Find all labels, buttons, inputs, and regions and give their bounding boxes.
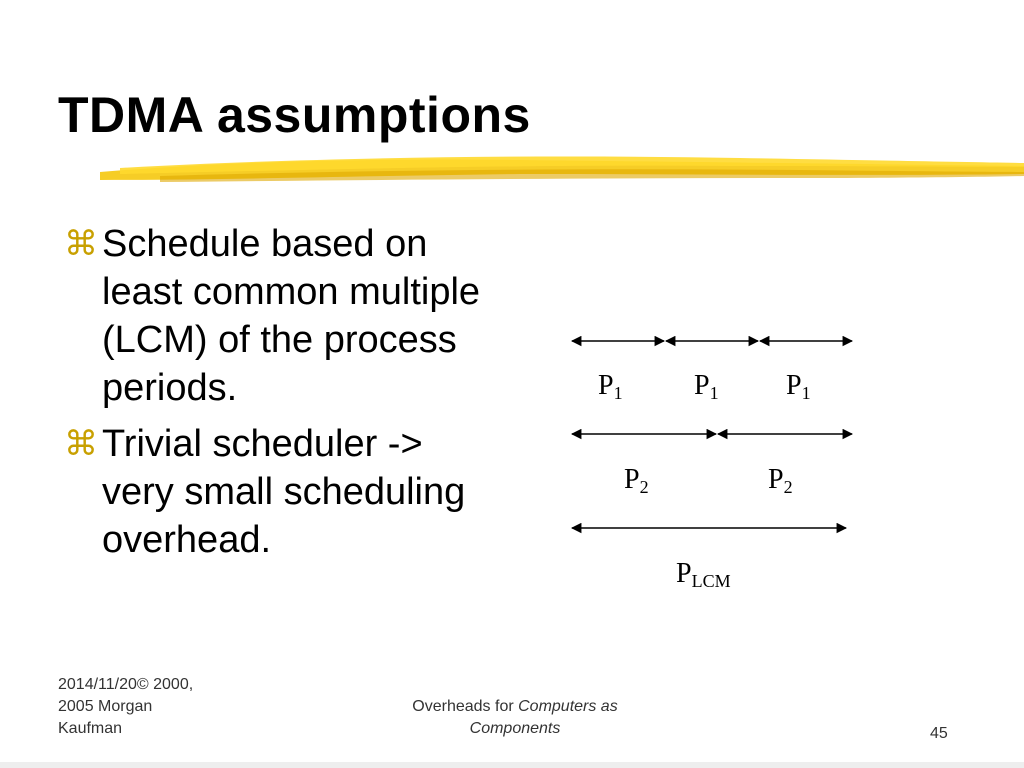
- bullet-item: [64, 220, 504, 412]
- slide-title: TDMA assumptions: [58, 87, 531, 143]
- command-key-bullet-icon: ⌘: [64, 425, 98, 463]
- p2-label: $P_2$: [768, 464, 793, 497]
- plcm-label: $P_{LCM}$: [676, 558, 731, 591]
- bullet-list: [64, 220, 504, 572]
- p2-label: $P_2$: [624, 464, 649, 497]
- bottom-divider: [0, 762, 1024, 768]
- bullet-text: Trivial scheduler -> very small scheduling overhead.: [102, 423, 466, 561]
- tdma-period-diagram: [560, 325, 870, 615]
- title-highlight-stroke: [100, 150, 1024, 188]
- p1-label: $P_1$: [694, 370, 719, 403]
- slide-page-number: 45: [930, 725, 948, 742]
- footer-course-title: Overheads for Computers as Components: [412, 698, 618, 737]
- p1-label: $P_1$: [786, 370, 811, 403]
- bullet-text: Schedule based on least common multiple (LCM) of the process periods.: [102, 223, 481, 409]
- p1-label: $P_1$: [598, 370, 623, 403]
- bullet-item: [64, 420, 504, 564]
- command-key-bullet-icon: ⌘: [64, 225, 98, 263]
- footer-date-copyright: 2014/11/20© 2000, 2005 Morgan Kaufman: [58, 676, 194, 737]
